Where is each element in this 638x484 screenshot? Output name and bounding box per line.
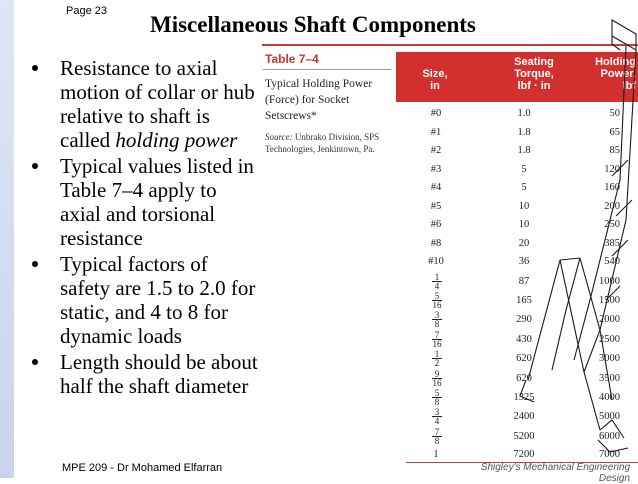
power-cell: 200: [604, 200, 620, 212]
power-cell: 1500: [599, 294, 620, 306]
power-cell: 385: [604, 237, 620, 249]
fraction-denominator: 8: [434, 435, 440, 446]
bullet-item: Resistance to axial motion of collar or hub relative to shaft is called holding power: [30, 56, 262, 152]
fraction-denominator: 4: [434, 280, 440, 291]
size-cell: #10: [428, 256, 444, 267]
power-cell: 2500: [599, 333, 620, 345]
fraction-numerator: 7: [432, 428, 442, 437]
fraction-denominator: 8: [434, 319, 440, 330]
torque-cell: 10: [518, 219, 530, 230]
power-cell: 2000: [599, 314, 620, 326]
fraction-numerator: 3: [432, 311, 442, 320]
torque-cell: 5: [521, 182, 527, 193]
bullet-item: Typical factors of safety are 1.5 to 2.0 for static, and 4 to 8 for dynamic loads: [30, 252, 262, 348]
fraction-denominator: 16: [432, 338, 442, 349]
size-cell: #1: [430, 126, 442, 138]
torque-cell: 10: [518, 200, 530, 212]
power-cell: 6000: [599, 430, 620, 442]
header-torque: Seating Torque, lbf · in: [514, 56, 554, 92]
table-label: Table 7–4: [265, 52, 319, 66]
power-cell: 85: [609, 145, 620, 156]
power-cell: 4000: [599, 391, 620, 403]
header-power: Holding Power, lbf: [595, 56, 636, 92]
footer-book: Shigley's Mechanical Engineering Design: [480, 462, 630, 484]
power-cell: 3000: [599, 353, 620, 365]
torque-cell: 5200: [513, 430, 535, 442]
fraction-numerator: 7: [432, 331, 442, 340]
fraction-numerator: 1: [432, 350, 442, 359]
power-cell: 3500: [599, 372, 620, 384]
torque-cell: 2400: [513, 411, 535, 423]
power-cell: 250: [604, 219, 620, 230]
size-cell: #3: [430, 163, 442, 175]
table-source: Source: Unbrako Division, SPS Technologies, Jenkintown, Pa.: [265, 132, 380, 154]
torque-cell: 1.0: [517, 108, 531, 119]
power-cell: 540: [604, 256, 620, 267]
torque-cell: 1.8: [517, 145, 531, 156]
torque-cell: 1.8: [517, 126, 531, 138]
fraction-numerator: 9: [432, 370, 442, 379]
size-cell: #4: [430, 182, 442, 193]
torque-cell: 165: [516, 294, 532, 306]
fraction-numerator: 3: [432, 408, 442, 417]
power-cell: 50: [609, 108, 620, 119]
torque-cell: 430: [516, 333, 532, 345]
fraction-denominator: 16: [432, 299, 442, 310]
page-number: Page 23: [66, 5, 107, 17]
bullet-item: Length should be about half the shaft diameter: [30, 350, 262, 398]
fraction-numerator: 5: [432, 389, 442, 398]
slide-title: Miscellaneous Shaft Components: [150, 12, 476, 37]
bullet-item: Typical values listed in Table 7–4 apply to axial and torsional resistance: [30, 154, 262, 250]
header-size: Size, in: [422, 68, 448, 92]
torque-cell: 1325: [513, 391, 535, 403]
size-cell: 1: [433, 449, 439, 461]
fraction-numerator: 1: [432, 273, 442, 282]
torque-cell: 620: [516, 353, 532, 365]
power-cell: 5000: [599, 411, 620, 423]
power-cell: 7000: [599, 449, 620, 461]
power-cell: 65: [609, 126, 620, 138]
torque-cell: 5: [521, 163, 527, 175]
torque-cell: 620: [516, 372, 532, 384]
size-cell: #8: [430, 237, 442, 249]
fraction-denominator: 2: [434, 358, 440, 369]
fraction-denominator: 4: [434, 416, 440, 427]
torque-cell: 87: [518, 275, 530, 287]
size-cell: #6: [430, 219, 442, 230]
torque-cell: 290: [516, 314, 532, 326]
fraction-numerator: 5: [432, 292, 442, 301]
torque-cell: 7200: [513, 449, 535, 461]
power-cell: 1000: [599, 275, 620, 287]
torque-cell: 20: [518, 237, 530, 249]
power-cell: 120: [604, 163, 620, 175]
size-cell: #2: [430, 145, 442, 156]
torque-cell: 36: [518, 256, 530, 267]
fraction-denominator: 16: [432, 377, 442, 388]
table-caption: Typical Holding Power (Force) for Socket Setscrews*: [265, 78, 373, 122]
footer-course: MPE 209 - Dr Mohamed Elfarran: [62, 462, 223, 474]
size-cell: #0: [430, 108, 442, 119]
power-cell: 160: [604, 182, 620, 193]
size-cell: #5: [430, 200, 442, 212]
fraction-denominator: 8: [434, 396, 440, 407]
